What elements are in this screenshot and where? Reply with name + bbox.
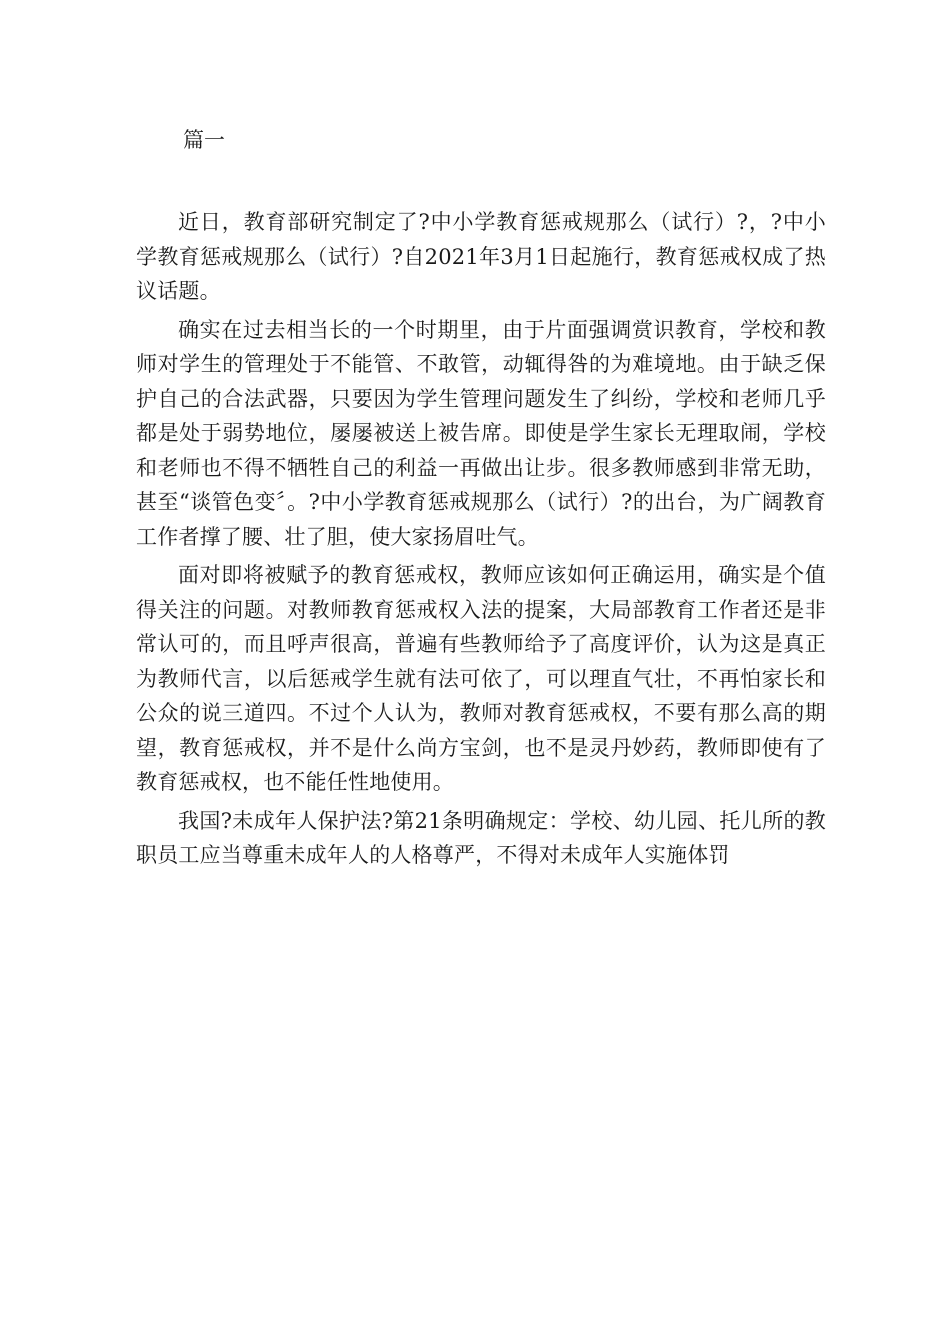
paragraph-4: 我国?未成年人保护法?第21条明确规定：学校、幼儿园、托儿所的教职员工应当尊重未成年人的人格尊严，不得对未成年人实施体罚 bbox=[136, 808, 826, 867]
paragraph-2: 确实在过去相当长的一个时期里，由于片面强调赏识教育，学校和教师对学生的管理处于不能管、不敢管，动辄得咎的为难境地。由于缺乏保护自己的合法武器，只要因为学生管理问题发生了纠纷，学校和老师几乎都是处于弱势地位，屡屡被送上被告席。即使是学生家长无理取闹，学校和老师也不得不牺牲自己的利益一再做出让步。很多教师感到非常无助，甚至“谈管色变〞。?中小学教育惩戒规那么（试行）?的出台，为广阔教育工作者撑了腰、壮了胆，使大家扬眉吐气。 bbox=[136, 317, 826, 549]
paragraph-3: 面对即将被赋予的教育惩戒权，教师应该如何正确运用，确实是个值得关注的问题。对教师教育惩戒权入法的提案，大局部教育工作者还是非常认可的，而且呼声很高，普遍有些教师给予了高度评价，认为这是真正为教师代言，以后惩戒学生就有法可依了，可以理直气壮，不再怕家长和公众的说三道四。不过个人认为，教师对教育惩戒权，不要有那么高的期望，教育惩戒权，并不是什么尚方宝剑，也不是灵丹妙药，教师即使有了教育惩戒权，也不能任性地使用。 bbox=[136, 563, 826, 794]
paragraph-1: 近日，教育部研究制定了?中小学教育惩戒规那么（试行）?，?中小学教育惩戒规那么（试行）?自2021年3月1日起施行，教育惩戒权成了热议话题。 bbox=[136, 210, 826, 303]
section-heading: 篇一 bbox=[183, 128, 225, 152]
document-body bbox=[136, 205, 826, 877]
